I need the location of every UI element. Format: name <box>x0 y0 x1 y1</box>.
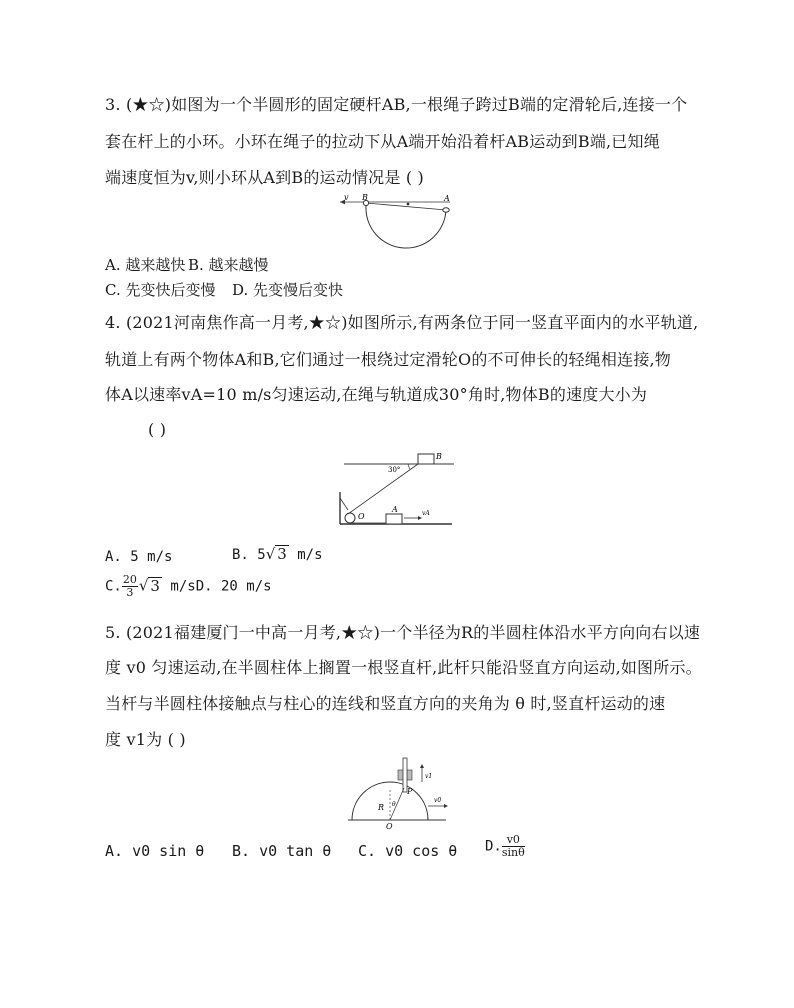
q3-label-a: A <box>444 194 450 203</box>
q3-option-a: A. 越来越快 <box>105 256 186 274</box>
q4-option-c-numerator: 20 <box>122 573 137 586</box>
q4-wall-support <box>340 498 348 510</box>
q4-option-b-prefix: B. 5 <box>232 547 266 563</box>
q4-line-4: ( ) <box>148 420 167 439</box>
q3-label-v: v <box>344 193 349 202</box>
q5-option-a: A. v0 sin θ <box>105 842 205 860</box>
q4-angle-arc <box>408 464 410 469</box>
sqrt-icon: √ <box>265 545 276 563</box>
q4-option-d: D. 20 m/s <box>195 578 272 595</box>
q4-label-a: A <box>392 505 398 514</box>
q5-right-arrow-icon <box>444 804 448 808</box>
q4-option-c <box>105 574 272 599</box>
q4-option-b-radicand: 3 <box>277 545 287 563</box>
q5-label-o: O <box>386 822 393 831</box>
sqrt-icon: √ <box>138 576 149 595</box>
q3-ring <box>443 208 449 212</box>
q5-option-d-numerator: v0 <box>502 834 525 847</box>
q4-figure <box>336 448 460 530</box>
q5-label-theta: θ <box>392 801 396 808</box>
q4-label-o: O <box>358 512 365 521</box>
q4-label-30: 30° <box>388 466 401 474</box>
q3-label-b: B <box>362 193 368 202</box>
q3-line-3: 端速度恒为v,则小环从A到B的运动情况是 ( ) <box>105 168 424 187</box>
q5-option-b: B. v0 tan θ <box>232 842 332 860</box>
q3-rope <box>366 203 446 210</box>
q4-label-b: B <box>436 452 442 461</box>
q3-line-1: 3. (★☆)如图为一个半圆形的固定硬杆AB,一根绳子跨过B端的定滑轮后,连接一个 <box>105 95 688 114</box>
q5-line-2: 度 v0 匀速运动,在半圆柱体上搁置一根竖直杆,此杆只能沿竖直方向运动,如图所示。 <box>105 658 702 677</box>
q3-line-2: 套在杆上的小环。小环在绳子的拉动下从A端开始沿着杆AB运动到B端,已知绳 <box>105 132 660 151</box>
q5-label-v1: v1 <box>425 773 433 780</box>
q5-option-d-denominator: sinθ <box>501 846 525 859</box>
q4-line-1: 4. (2021河南焦作高一月考,★☆)如图所示,有两条位于同一竖直平面内的水平轨道, <box>105 313 699 332</box>
q4-option-c-denominator: 3 <box>126 586 134 599</box>
q3-semicircle-rod <box>366 206 446 248</box>
q4-block-b <box>418 454 434 464</box>
q3-figure <box>336 192 460 264</box>
q4-option-b-unit: m/s <box>288 547 323 563</box>
q5-line-3: 当杆与半圆柱体接触点与柱心的连线和竖直方向的夹角为 θ 时,竖直杆运动的速 <box>105 694 666 713</box>
q4-option-a <box>105 546 172 567</box>
q5-option-c: C. v0 cos θ <box>358 842 458 860</box>
q5-figure <box>336 754 466 832</box>
q3-option-b: B. 越来越慢 <box>188 256 269 274</box>
q4-option-c-prefix: C. <box>105 578 122 595</box>
q5-label-r: R <box>378 803 385 812</box>
q5-label-p: P <box>407 787 413 796</box>
q4-label-va: vA <box>422 510 430 517</box>
q5-line-1: 5. (2021福建厦门一中高一月考,★☆)一个半径为R的半圆柱体沿水平方向向右以速 <box>105 623 701 642</box>
q4-option-c-unit: m/s <box>161 578 196 595</box>
q5-label-v0: v0 <box>434 797 442 804</box>
q5-option-d-prefix: D. <box>485 838 502 855</box>
q4-option-c-radicand: 3 <box>150 576 160 595</box>
q4-block-a <box>386 514 402 524</box>
q4-line-2: 轨道上有两个物体A和B,它们通过一根绕过定滑轮O的不可伸长的轻绳相连接,物 <box>105 350 672 369</box>
q5-option-d-fraction <box>502 834 525 859</box>
q4-option-b <box>232 544 323 565</box>
q3-option-d: D. 先变慢后变快 <box>232 281 344 299</box>
q5-option-d <box>485 834 526 859</box>
q4-pulley <box>345 513 355 523</box>
q3-option-c: C. 先变快后变慢 <box>105 281 216 299</box>
q3-midpoint <box>407 203 410 206</box>
q4-option-c-fraction <box>122 574 138 599</box>
q5-line-4: 度 v1为 ( ) <box>105 730 186 749</box>
q5-up-arrow-icon <box>420 764 424 768</box>
q4-option-a-text: A. 5 m/s <box>105 549 173 565</box>
q4-rope-incline <box>348 464 418 514</box>
q4-line-3: 体A以速率vA=10 m/s匀速运动,在绳与轨道成30°角时,物体B的速度大小为 <box>105 385 648 404</box>
